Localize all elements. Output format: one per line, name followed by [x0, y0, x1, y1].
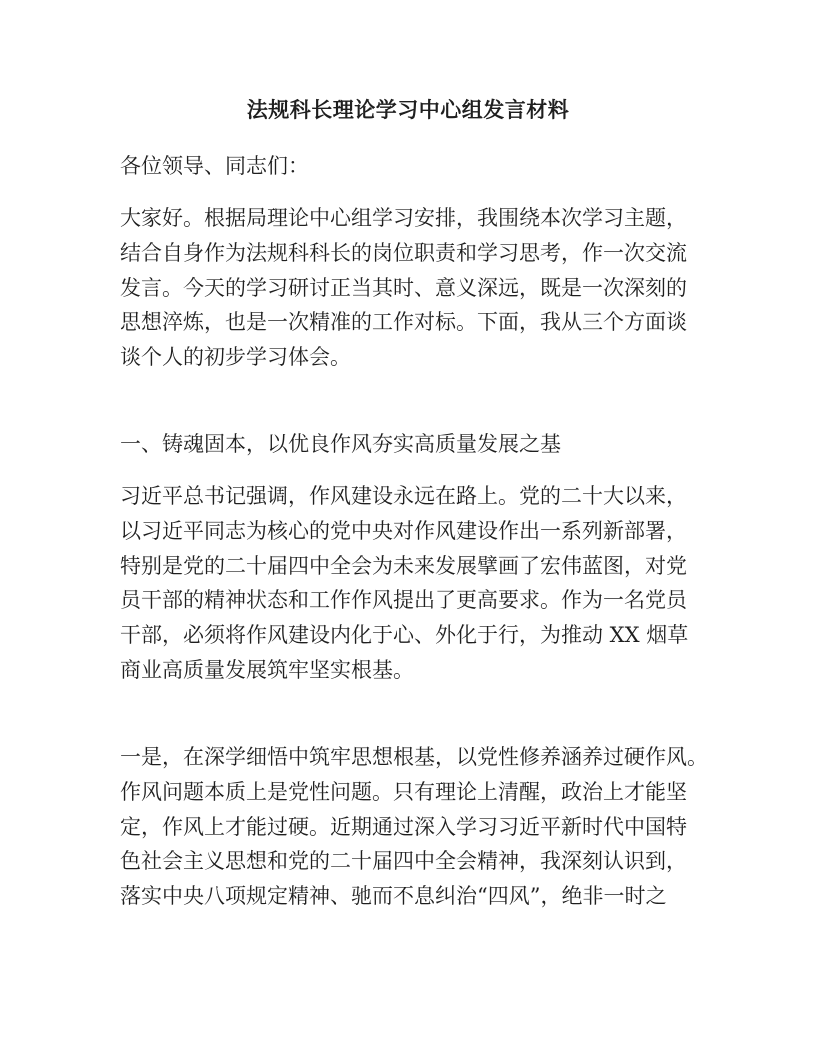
- intro-line: 结合自身作为法规科科长的岗位职责和学习思考，作一次交流: [120, 240, 687, 265]
- salutation: [120, 149, 704, 184]
- intro-line: 思想淬炼，也是一次精准的工作对标。下面，我从三个方面谈: [120, 310, 687, 335]
- section-line: 以习近平同志为核心的党中央对作风建设作出一系列新部署，: [120, 518, 687, 543]
- document-title: 法规科长理论学习中心组发言材料: [246, 97, 570, 122]
- intro-line: 谈个人的初步学习体会。: [120, 345, 351, 370]
- section-paragraph: [120, 479, 704, 688]
- point-line: 作风问题本质上是党性问题。只有理论上清醒，政治上才能坚: [120, 779, 687, 804]
- section-line: 习近平总书记强调，作风建设永远在路上。党的二十大以来，: [120, 484, 687, 508]
- section-line: 员干部的精神状态和工作作风提出了更高要求。作为一名党员: [120, 588, 687, 613]
- section-line: 干部，必须将作风建设内化于心、外化于行，为推动 XX 烟草: [120, 623, 689, 648]
- section-heading: [120, 427, 704, 462]
- intro-paragraph: [120, 201, 704, 375]
- point-paragraph: [120, 740, 708, 914]
- section-heading-line: 一、铸魂固本，以优良作风夯实高质量发展之基: [120, 432, 561, 456]
- salutation-line: 各位领导、同志们：: [120, 154, 309, 178]
- intro-line: 大家好。根据局理论中心组学习安排，我围绕本次学习主题，: [120, 206, 687, 230]
- point-line: 定，作风上才能过硬。近期通过深入学习习近平新时代中国特: [120, 814, 687, 839]
- section-line: 特别是党的二十届四中全会为未来发展擘画了宏伟蓝图，对党: [120, 553, 687, 578]
- section-line: 商业高质量发展筑牢坚实根基。: [120, 657, 414, 682]
- point-line: 落实中央八项规定精神、驰而不息纠治“四风”，绝非一时之: [120, 884, 667, 909]
- intro-line: 发言。今天的学习研讨正当其时、意义深远，既是一次深刻的: [120, 275, 687, 300]
- point-line: 一是，在深学细悟中筑牢思想根基，以党性修养涵养过硬作风。: [120, 745, 708, 769]
- point-line: 色社会主义思想和党的二十届四中全会精神，我深刻认识到，: [120, 849, 687, 874]
